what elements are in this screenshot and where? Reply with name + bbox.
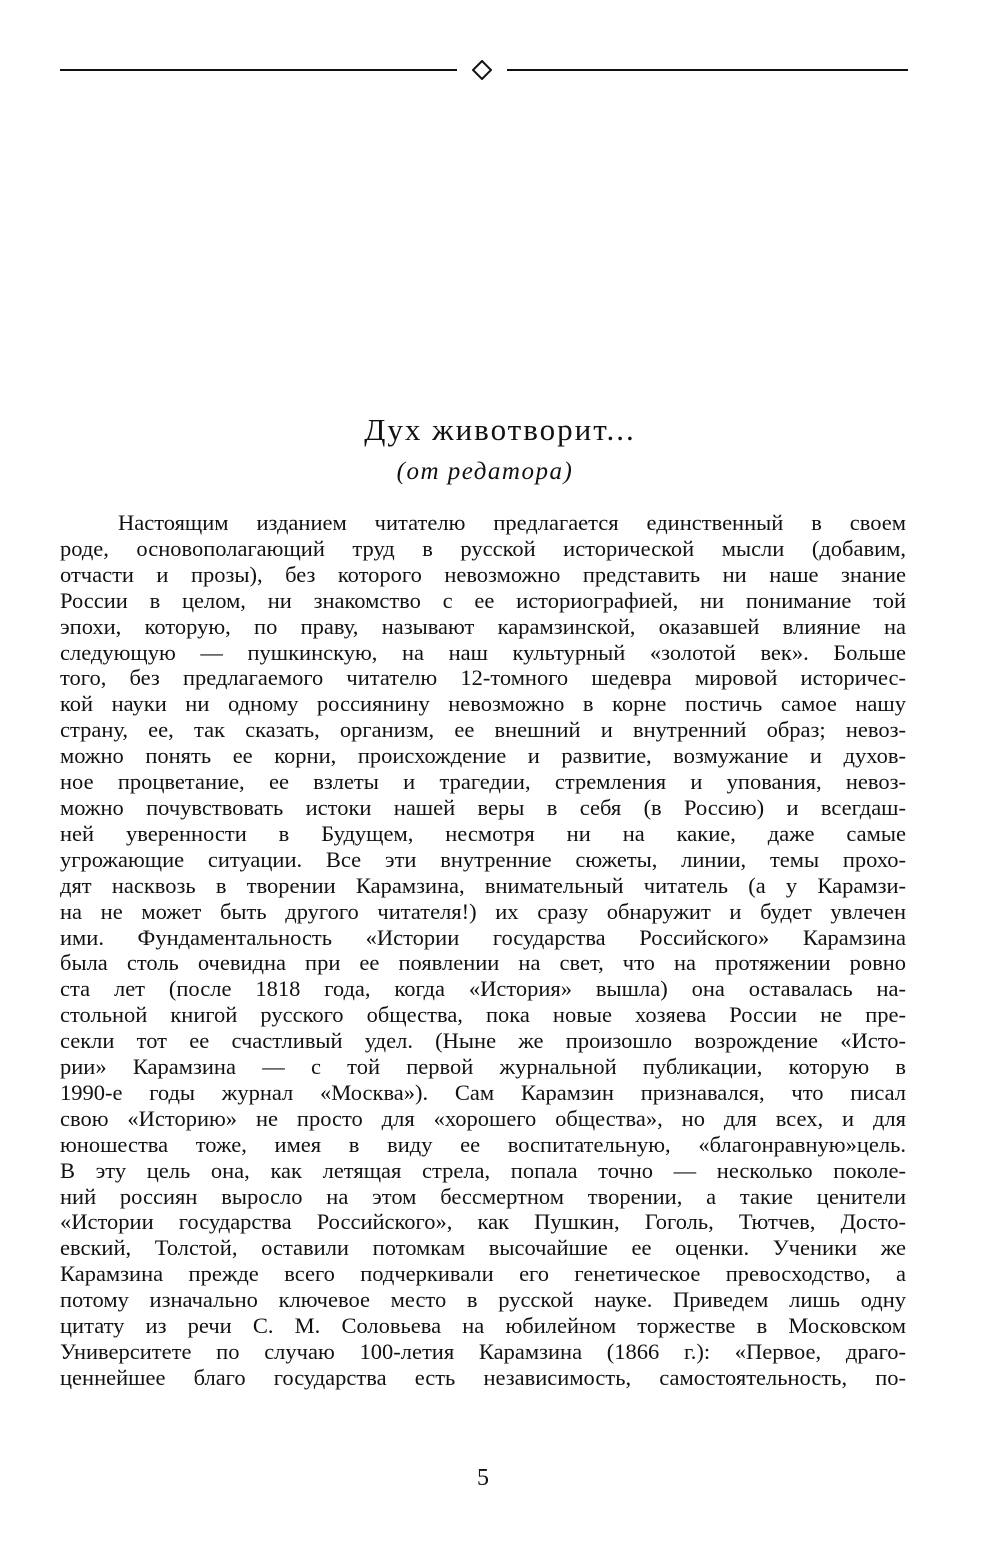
article-subtitle: (от редатора) [396, 458, 574, 485]
body-line: юношества тоже, имея в виду ее воспитательную, «благонравную»цель. [60, 1131, 906, 1157]
body-line: следующую — пушкинскую, на наш культурный «золотой век». Больше [60, 639, 906, 665]
body-line: евский, Толстой, оставили потомкам высочайшие ее оценки. Ученики же [60, 1235, 906, 1261]
body-line: кой науки ни одному россиянину невозможно в корне постичь самое нашу [60, 691, 906, 717]
body-line: можно почувствовать истоки нашей веры в себя (в Россию) и всегдаш- [60, 794, 906, 820]
body-line: стольной книгой русского общества, пока новые хозяева России не пре- [60, 1002, 906, 1028]
body-line: ний россиян выросло на этом бессмертном творении, а такие ценители [60, 1183, 906, 1209]
body-line: В эту цель она, как летящая стрела, попала точно — несколько поколе- [60, 1157, 906, 1183]
body-line: эпохи, которую, по праву, называют карамзинской, оказавшей влияние на [60, 613, 906, 639]
body-line: можно понять ее корни, происхождение и развитие, возмужание и духов- [60, 743, 906, 769]
body-line: 1990-е годы журнал «Москва»). Сам Карамзин признавался, что писал [60, 1079, 906, 1105]
body-line: цитату из речи С. М. Соловьева на юбилейном торжестве в Московском [60, 1313, 906, 1339]
ornament-rule-right [507, 69, 908, 71]
body-line: «Истории государства Российского», как Пушкин, Гоголь, Тютчев, Досто- [60, 1209, 906, 1235]
body-line: России в целом, ни знакомство с ее историографией, ни понимание той [60, 587, 906, 613]
header-ornament [60, 58, 908, 82]
body-line: на не может быть другого читателя!) их сразу обнаружит и будет увлечен [60, 898, 906, 924]
article-title: Дух животворит... [364, 412, 636, 447]
page-number: 5 [477, 1465, 489, 1491]
body-line: свою «Историю» не просто для «хорошего общества», но для всех, и для [60, 1105, 906, 1131]
body-line: потому изначально ключевое место в русской науке. Приведем лишь одну [60, 1287, 906, 1313]
diamond-icon [472, 60, 492, 80]
body-line: дят насквозь в творении Карамзина, внимательный читатель (а у Карамзи- [60, 872, 906, 898]
body-line: ста лет (после 1818 года, когда «История» вышла) она оставалась на- [60, 976, 906, 1002]
ornament-rule-left [60, 69, 457, 71]
body-line: ценнейшее благо государства есть независимость, самостоятельность, по- [60, 1364, 906, 1390]
body-line: того, без предлагаемого читателю 12-томного шедевра мировой историчес- [60, 665, 906, 691]
body-line: Университете по случаю 100-летия Карамзина (1866 г.): «Первое, драго- [60, 1339, 906, 1364]
body-line: угрожающие ситуации. Все эти внутренние сюжеты, линии, темы прохо- [60, 846, 906, 872]
body-line: была столь очевидна при ее появлении на свет, что на протяжении ровно [60, 950, 906, 976]
article-body [60, 510, 906, 1391]
body-line: роде, основополагающий труд в русской исторической мысли (добавим, [60, 535, 906, 561]
body-line: ное процветание, ее взлеты и трагедии, стремления и упования, невоз- [60, 769, 906, 795]
body-line: ими. Фундаментальность «Истории государства Российского» Карамзина [60, 924, 906, 950]
body-line: Карамзина прежде всего подчеркивали его генетическое превосходство, а [60, 1261, 906, 1287]
body-line: страну, ее, так сказать, организм, ее внешний и внутренний образ; невоз- [60, 717, 906, 743]
body-line: Настоящим изданием читателю предлагается единственный в своем [118, 510, 906, 535]
body-line: рии» Карамзина — с той первой журнальной публикации, которую в [60, 1054, 906, 1080]
body-line: отчасти и прозы), без которого невозможно представить ни наше знание [60, 561, 906, 587]
body-line: секли тот ее счастливый удел. (Ныне же произошло возрождение «Исто- [60, 1028, 906, 1054]
body-line: ней уверенности в Будущем, несмотря ни на какие, даже самые [60, 820, 906, 846]
